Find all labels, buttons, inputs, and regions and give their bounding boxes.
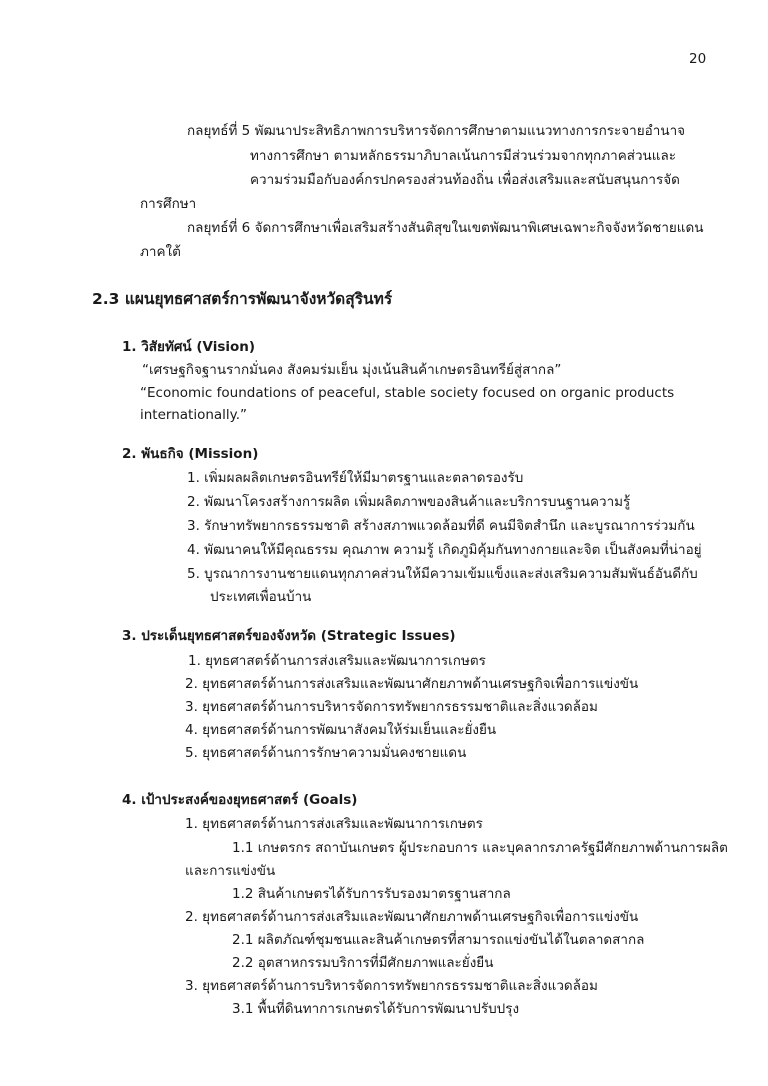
mission-item-2: 2. พัฒนาโครงสร้างการผลิต เพิ่มผลิตภาพของสินค้าและบริการบนฐานความรู้ [187,494,631,510]
strategy-5-line-1: กลยุทธ์ที่ 5 พัฒนาประสิทธิภาพการบริหารจัดการศึกษาตามแนวทางการกระจายอำนาจ [187,123,686,139]
strategic-issue-5: 5. ยุทธศาสตร์ด้านการรักษาความมั่นคงชายแดน [185,745,467,761]
strategy-5-line-4: การศึกษา [140,196,197,212]
goal-1-2: 1.2 สินค้าเกษตรได้รับการรับรองมาตรฐานสากล [232,886,511,902]
strategy-6-line-2: ภาคใต้ [140,244,181,260]
goal-3-1: 3.1 พื้นที่ดินทาการเกษตรได้รับการพัฒนาปรับปรุง [232,1001,520,1017]
mission-heading: 2. พันธกิจ (Mission) [122,446,259,462]
goal-2: 2. ยุทธศาสตร์ด้านการส่งเสริมและพัฒนาศักยภาพด้านเศรษฐกิจเพื่อการแข่งขัน [185,909,639,925]
goal-2-1: 2.1 ผลิตภัณฑ์ชุมชนและสินค้าเกษตรที่สามารถแข่งขันได้ในตลาดสากล [232,932,645,948]
vision-heading: 1. วิสัยทัศน์ (Vision) [122,339,256,355]
mission-item-1: 1. เพิ่มผลผลิตเกษตรอินทรีย์ให้มีมาตรฐานและตลาดรองรับ [187,470,524,486]
goals-heading: 4. เป้าประสงค์ของยุทธศาสตร์ (Goals) [122,792,358,808]
mission-item-4: 4. พัฒนาคนให้มีคุณธรรม คุณภาพ ความรู้ เกิดภูมิคุ้มกันทางกายและจิต เป็นสังคมที่น่าอยู่ [187,542,702,558]
strategy-5-line-2: ทางการศึกษา ตามหลักธรรมาภิบาลเน้นการมีส่วนร่วมจากทุกภาคส่วนและ [250,148,677,164]
goal-1: 1. ยุทธศาสตร์ด้านการส่งเสริมและพัฒนาการเกษตร [185,816,483,832]
vision-english-line-1: “Economic foundations of peaceful, stable society focused on organic products [140,385,675,401]
vision-thai: “เศรษฐกิจฐานรากมั่นคง สังคมร่มเย็น มุ่งเน้นสินค้าเกษตรอินทรีย์สู่สากล” [142,362,562,378]
mission-item-5-continued: ประเทศเพื่อนบ้าน [210,589,312,605]
page-number: 20 [689,51,707,67]
section-title: 2.3 แผนยุทธศาสตร์การพัฒนาจังหวัดสุรินทร์ [92,290,393,308]
strategic-issue-2: 2. ยุทธศาสตร์ด้านการส่งเสริมและพัฒนาศักยภาพด้านเศรษฐกิจเพื่อการแข่งขัน [185,676,639,692]
strategic-issue-1: 1. ยุทธศาสตร์ด้านการส่งเสริมและพัฒนาการเกษตร [188,653,486,669]
strategic-issues-heading: 3. ประเด็นยุทธศาสตร์ของจังหวัด (Strategic Issues) [122,628,456,644]
mission-item-3: 3. รักษาทรัพยากรธรรมชาติ สร้างสภาพแวดล้อมที่ดี คนมีจิตสำนึก และบูรณาการร่วมกัน [187,518,695,534]
strategy-5-line-3: ความร่วมมือกับองค์กรปกครองส่วนท้องถิ่น เพื่อส่งเสริมและสนับสนุนการจัด [250,172,680,188]
mission-item-5: 5. บูรณาการงานชายแดนทุกภาคส่วนให้มีความเข้มแข็งและส่งเสริมความสัมพันธ์อันดีกับ [187,566,698,582]
goal-2-2: 2.2 อุตสาหกรรมบริการที่มีศักยภาพและยั่งยืน [232,955,494,971]
strategy-6-line-1: กลยุทธ์ที่ 6 จัดการศึกษาเพื่อเสริมสร้างสันติสุขในเขตพัฒนาพิเศษเฉพาะกิจจังหวัดชายแดน [187,220,704,236]
vision-english-line-2: internationally.” [140,407,248,423]
goal-1-1-line-1: 1.1 เกษตรกร สถาบันเกษตร ผู้ประกอบการ และบุคลากรภาครัฐมีศักยภาพด้านการผลิต [232,840,728,856]
goal-3: 3. ยุทธศาสตร์ด้านการบริหารจัดการทรัพยากรธรรมชาติและสิ่งแวดล้อม [185,978,598,994]
strategic-issue-4: 4. ยุทธศาสตร์ด้านการพัฒนาสังคมให้ร่มเย็นและยั่งยืน [185,722,497,738]
goal-1-1-line-2: และการแข่งขัน [185,863,276,879]
strategic-issue-3: 3. ยุทธศาสตร์ด้านการบริหารจัดการทรัพยากรธรรมชาติและสิ่งแวดล้อม [185,699,598,715]
